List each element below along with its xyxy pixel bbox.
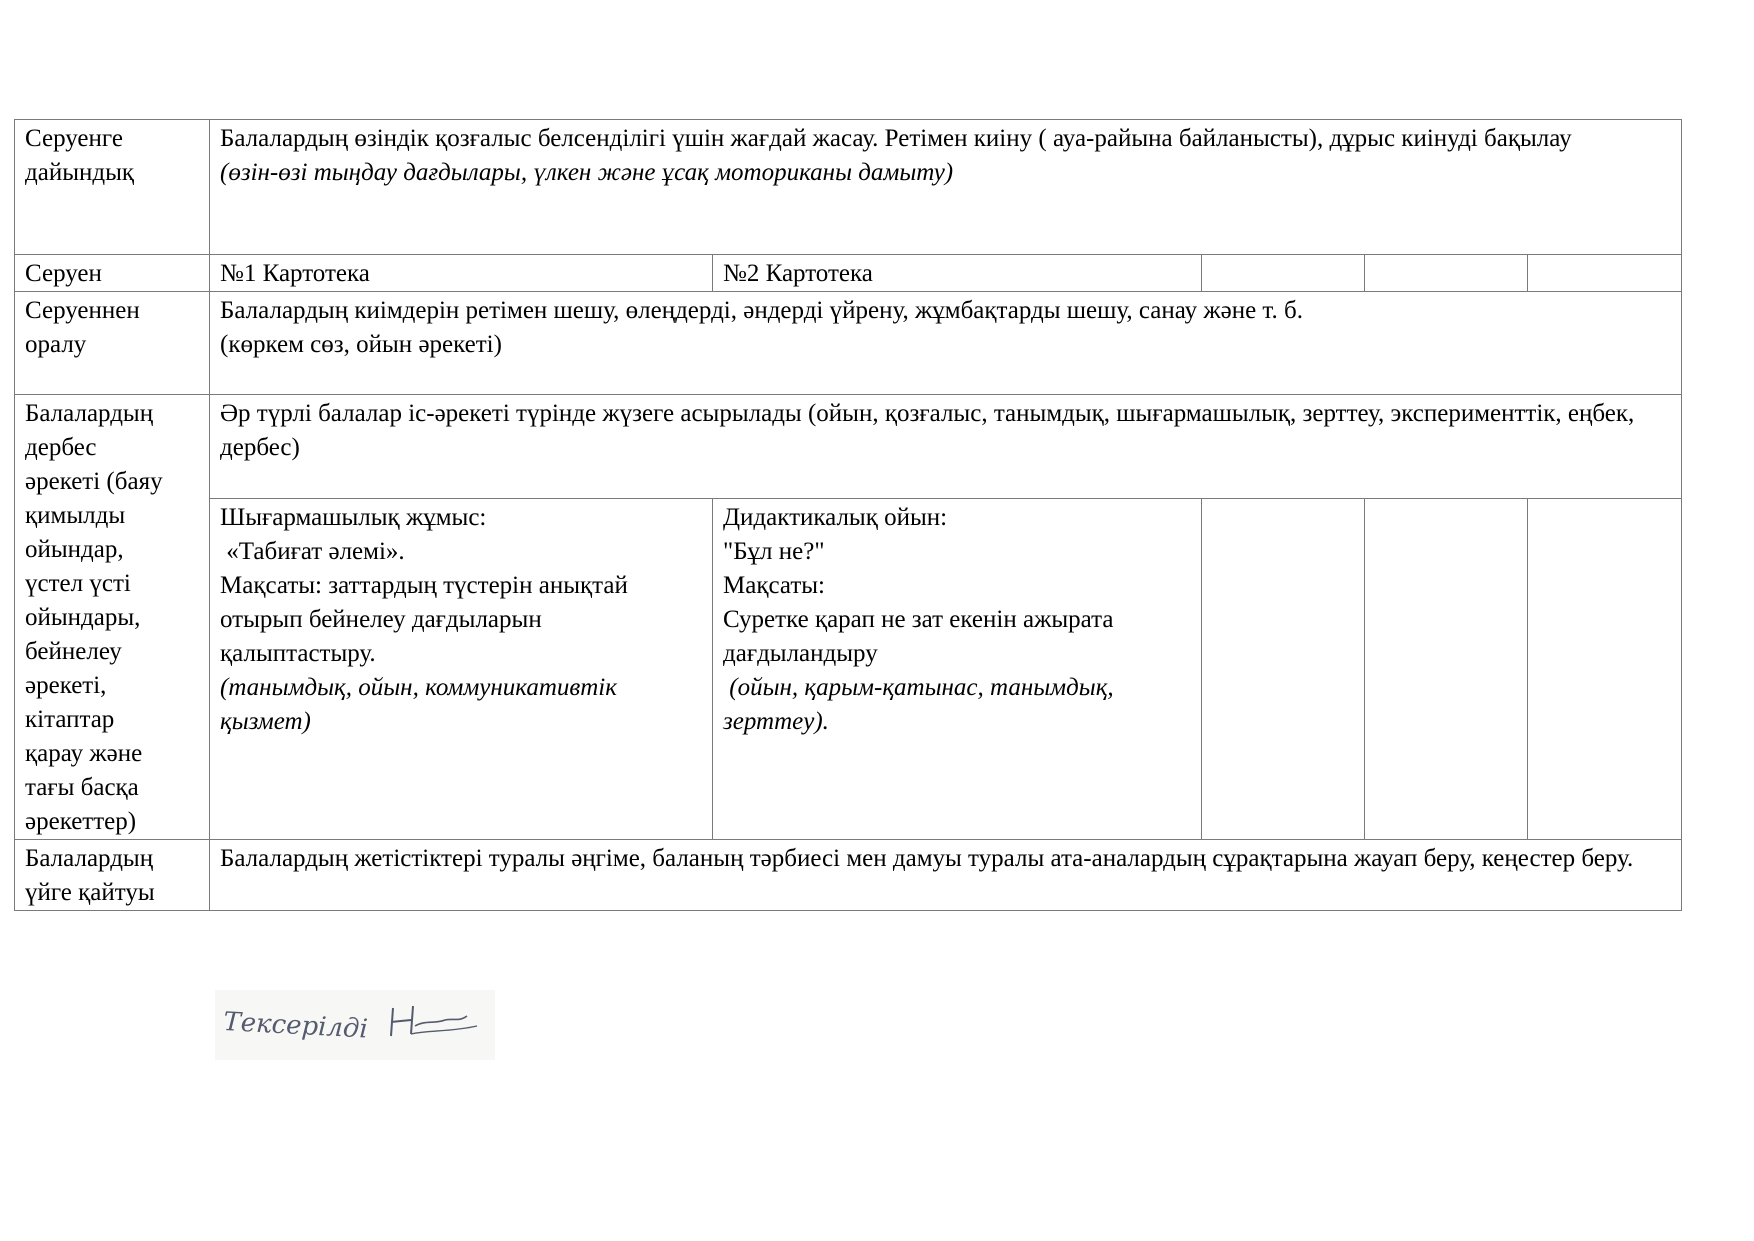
didactic-goal: Суретке қарап не зат екенін ажырата дағдыландыру [723,606,1114,668]
walk-empty-cell-3 [1528,255,1682,292]
daily-plan-table [14,119,1682,911]
activity-didactic-game [713,499,1202,840]
label-walk-prep: Серуенге дайындық [15,120,210,255]
content-return [210,292,1682,395]
return-text: Балалардың киімдерін ретімен шешу, өлеңдерді, әндерді үйрену, жұмбақтарды шешу, санау және т. б. [220,297,1303,324]
activity-creative-work [210,499,713,840]
content-going-home: Балалардың жетістіктері туралы әңгіме, баланың тәрбиесі мен дамуы туралы ата-аналардың сұрақтарына жауап беру, кеңестер беру. [210,840,1682,911]
creative-subtitle: «Табиғат әлемі». [220,538,405,566]
label-independent: Балалардың дербес әрекеті (баяу қимылды ойындар, үстел үсті ойындары, бейнелеу әрекеті, кітаптар қарау және тағы басқа әрекеттер) [15,395,210,840]
return-note: (көркем сөз, ойын әрекеті) [220,331,502,358]
didactic-goal-label: Мақсаты: [723,572,825,600]
activity-empty-cell-2 [1365,499,1528,840]
row-walk [15,255,1682,292]
creative-goal: Мақсаты: заттардың түстерін анықтай отырып бейнелеу дағдыларын қалыптастыру. [220,572,628,668]
walk-card-2: №2 Картотека [713,255,1202,292]
signature-stamp [215,990,495,1060]
didactic-note: (ойын, қарым-қатынас, танымдық, зерттеу). [723,674,1120,736]
activity-empty-cell-1 [1202,499,1365,840]
didactic-title: Дидактикалық ойын: [723,504,948,532]
walk-empty-cell-1 [1202,255,1365,292]
walk-prep-text: Балалардың өзіндік қозғалыс белсенділігі үшін жағдай жасау. Ретімен киіну ( ауа-райына байланысты), дұрыс киінуді бақылау [220,125,1572,152]
activity-empty-cell-3 [1528,499,1682,840]
row-independent-activities [15,499,1682,840]
row-going-home [15,840,1682,911]
row-independent-intro [15,395,1682,499]
svg-text:Тексерілді: Тексерілді [222,1007,369,1045]
row-walk-prep [15,120,1682,255]
creative-note: (танымдық, ойын, коммуникативтік қызмет) [220,674,617,736]
walk-empty-cell-2 [1365,255,1528,292]
walk-card-1: №1 Картотека [210,255,713,292]
label-going-home: Балалардың үйге қайтуы [15,840,210,911]
label-walk: Серуен [15,255,210,292]
didactic-subtitle: "Бұл не?" [723,538,825,566]
label-return: Серуеннен оралу [15,292,210,395]
creative-title: Шығармашылық жұмыс: [220,504,487,532]
content-walk-prep [210,120,1682,255]
walk-prep-note: (өзін-өзі тыңдау дағдылары, үлкен және ұсақ моториканы дамыту) [220,159,954,186]
row-return [15,292,1682,395]
content-independent-intro: Әр түрлі балалар іс-әрекеті түрінде жүзеге асырылады (ойын, қозғалыс, танымдық, шығармашылық, зерттеу, эксперименттік, еңбек, дербес) [210,395,1682,499]
